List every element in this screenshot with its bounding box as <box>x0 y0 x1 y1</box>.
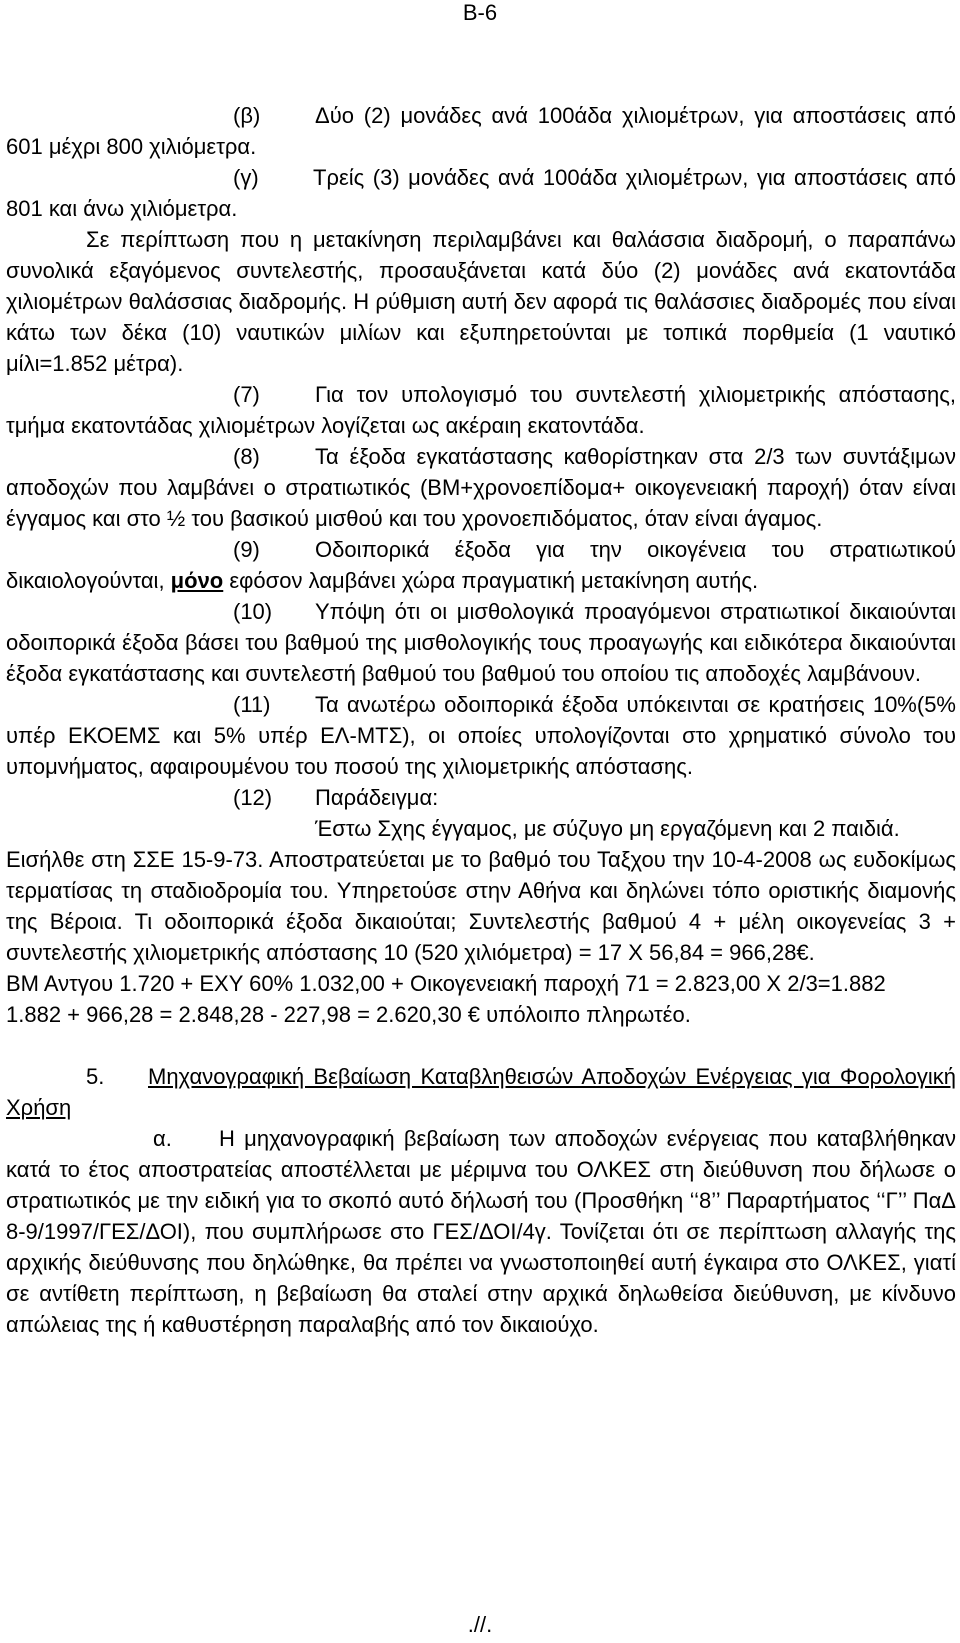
paragraph-11-label: (11) <box>233 692 271 717</box>
paragraph-10-text: Υπόψη ότι οι μισθολογικά προαγόμενοι στρατιωτικοί δικαιούνται οδοιπορικά έξοδα βάσει του βαθμού της μισθολογικής τους προαγωγής και ειδικότερα δικαιούνται έξοδα εγκατάστασης και συντελεστή βαθμού του βαθμού του οποίου τις αποδοχές λαμβάνουν. <box>6 599 956 686</box>
paragraph-9-label: (9) <box>233 537 260 562</box>
paragraph-10-label: (10) <box>233 599 273 624</box>
paragraph-11 <box>6 689 956 782</box>
item-a-label: α. <box>153 1126 172 1151</box>
paragraph-9-text-before: Οδοιπορικά έξοδα για την οικογένεια του στρατιωτικού δικαιολογούνται, <box>6 537 956 593</box>
sea-route-paragraph: Σε περίπτωση που η μετακίνηση περιλαμβάνει και θαλάσσια διαδρομή, ο παραπάνω συνολικά εξαγόμενος συντελεστής, προσαυξάνεται κατά δύο (2) μονάδες ανά εκατοντάδα χιλιομέτρων θαλάσσιας διαδρομής. Η ρύθμιση αυτή δεν αφορά τις θαλάσσιες διαδρομές που είναι κάτω των δέκα (10) ναυτικών μιλίων και εξυπηρετούνται με τοπικά πορθμεία (1 ναυτικό μίλι=1.852 μέτρα). <box>6 227 956 376</box>
calculation-line-2: 1.882 + 966,28 = 2.848,28 - 227,98 = 2.620,30 € υπόλοιπο πληρωτέο. <box>6 1002 691 1027</box>
item-c <box>6 162 956 224</box>
item-c-text: Τρείς (3) μονάδες ανά 100άδα χιλιομέτρων, για αποστάσεις από 801 και άνω χιλιόμετρα. <box>6 165 956 221</box>
paragraph-12 <box>6 782 956 813</box>
continuation-mark: .//. <box>467 1612 493 1637</box>
section-5-label: 5. <box>86 1064 105 1089</box>
paragraph-12-text: Παράδειγμα: <box>315 785 439 810</box>
document-body <box>6 100 956 1340</box>
paragraph-8-label: (8) <box>233 444 260 469</box>
item-a <box>6 1123 956 1340</box>
paragraph-7-label: (7) <box>233 382 260 407</box>
example-intro: Έστω Σχης έγγαμος, με σύζυγο μη εργαζόμενη και 2 παιδιά. <box>315 816 900 841</box>
item-c-label: (γ) <box>233 165 259 190</box>
section-gap <box>6 1030 956 1061</box>
paragraph-7-text: Για τον υπολογισμό του συντελεστή χιλιομετρικής απόστασης, τμήμα εκατοντάδας χιλιομέτρων λογίζεται ως ακέραιη εκατοντάδα. <box>6 382 956 438</box>
paragraph-11-text: Τα ανωτέρω οδοιπορικά έξοδα υπόκεινται σε κρατήσεις 10%(5% υπέρ ΕΚΟΕΜΣ και 5% υπέρ ΕΛ-ΜΤΣ), οι οποίες υπολογίζονται στο χρηματικό σύνολο του υπομνήματος, αφαιρουμένου του ποσού της χιλιομετρικής απόστασης. <box>6 692 956 779</box>
paragraph-9 <box>6 534 956 596</box>
calculation-line-1: ΒΜ Αντγου 1.720 + ΕΧΥ 60% 1.032,00 + Οικογενειακή παροχή 71 = 2.823,00 Χ 2/3=1.882 <box>6 971 886 996</box>
paragraph-12-label: (12) <box>233 785 273 810</box>
item-b-label: (β) <box>233 103 261 128</box>
item-b <box>6 100 956 162</box>
paragraph-8 <box>6 441 956 534</box>
paragraph-9-emphasis: μόνο <box>170 568 224 593</box>
paragraph-10 <box>6 596 956 689</box>
paragraph-8-text: Τα έξοδα εγκατάστασης καθορίστηκαν στα 2/3 των συντάξιμων αποδοχών που λαμβάνει ο στρατιωτικός (ΒΜ+χρονοεπίδομα+ οικογενειακή παροχή) όταν είναι έγγαμος και στο ½ του βασικού μισθού και του χρονοεπιδόματος, όταν είναι άγαμος. <box>6 444 956 531</box>
item-b-text: Δύο (2) μονάδες ανά 100άδα χιλιομέτρων, για αποστάσεις από 601 μέχρι 800 χιλιόμετρα. <box>6 103 956 159</box>
section-5-title: Μηχανογραφική Βεβαίωση Καταβληθεισών Αποδοχών Ενέργειας για Φορολογική Χρήση <box>6 1064 956 1120</box>
item-a-text: Η μηχανογραφική βεβαίωση των αποδοχών ενέργειας που καταβλήθηκαν κατά το έτος αποστρατείας αποστέλλεται με μέριμνα του ΟΛΚΕΣ στη διεύθυνση που δήλωσε ο στρατιωτικός με την ειδική για το σκοπό αυτό δήλωσή του (Προσθήκη ‘‘8’’ Παραρτήματος ‘‘Γ’’ ΠαΔ 8-9/1997/ΓΕΣ/ΔΟΙ), που συμπλήρωσε στο ΓΕΣ/ΔΟΙ/4γ. Τονίζεται ότι σε περίπτωση αλλαγής της αρχικής διεύθυνσης που δηλώθηκε, θα πρέπει να γνωστοποιηθεί αυτή έγκαιρα στο ΟΛΚΕΣ, γιατί σε αντίθετη περίπτωση, η βεβαίωση θα σταλεί στην αρχικά δηλωθείσα διεύθυνση, με κίνδυνο απώλειας της ή καθυστέρηση παραλαβής από τον δικαιούχο. <box>6 1126 956 1337</box>
paragraph-7 <box>6 379 956 441</box>
example-text: Εισήλθε στη ΣΣΕ 15-9-73. Αποστρατεύεται με το βαθμό του Ταξχου την 10-4-2008 ως ευδοκίμως τερματίσας τη σταδιοδρομία του. Υπηρετούσε στην Αθήνα και δηλώνει τόπο οριστικής διαμονής της Βέροια. Τι οδοιπορικά έξοδα δικαιούται; Συντελεστής βαθμού 4 + μέλη οικογενείας 3 + συντελεστής χιλιομετρικής απόστασης 10 (520 χιλιόμετρα) = 17 Χ 56,84 = 966,28€. <box>6 847 956 965</box>
paragraph-9-text-after: εφόσον λαμβάνει χώρα πραγματική μετακίνηση αυτής. <box>223 568 759 593</box>
page-number-header: Β-6 <box>462 0 498 25</box>
section-5-heading <box>6 1061 956 1123</box>
